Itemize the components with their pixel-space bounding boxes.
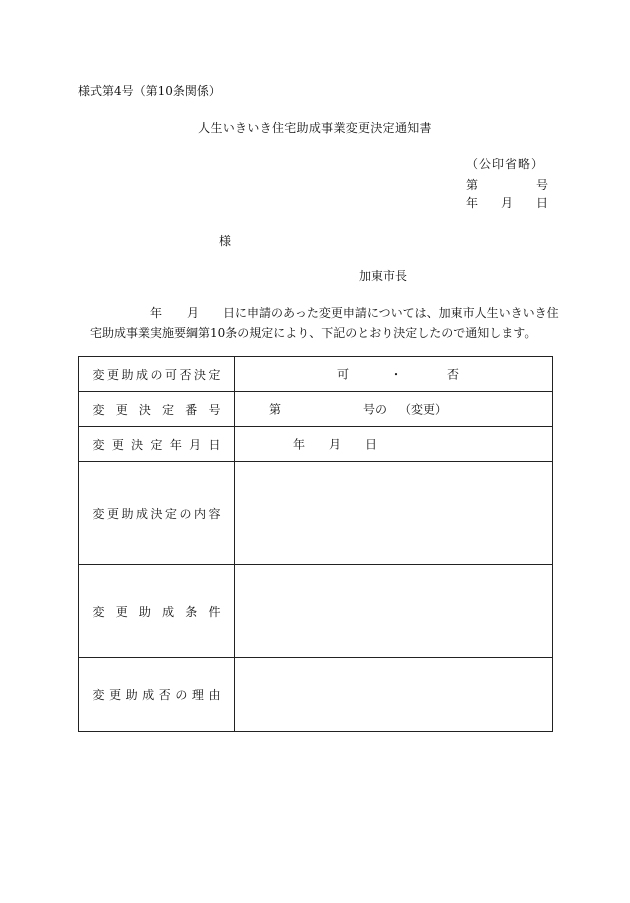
- conditions-value-cell: [235, 565, 553, 658]
- row-label-rejection-reason: 変更助成否の理由: [79, 658, 235, 732]
- number-prefix: 第: [466, 178, 479, 192]
- row-label-decision-number: 変更決定番号: [79, 392, 235, 427]
- date-day: 日: [535, 196, 548, 210]
- rejection-reason-value-cell: [235, 658, 553, 732]
- form-number: 様式第4号（第10条関係）: [78, 84, 221, 98]
- decision-number-suffix: 号の: [363, 402, 388, 417]
- document-date-line: [466, 194, 548, 211]
- decision-date-year: 年: [293, 437, 306, 452]
- table-row: [79, 462, 553, 565]
- row-label-decision-date: 変更決定年月日: [79, 427, 235, 462]
- document-number-line: [466, 176, 548, 193]
- decision-number-value-cell: [235, 392, 553, 427]
- approval-separator: ・: [390, 367, 403, 382]
- date-month: 月: [500, 196, 513, 210]
- table-row: [79, 357, 553, 392]
- document-title: 人生いきいき住宅助成事業変更決定通知書: [198, 121, 432, 135]
- decision-number-note: （変更）: [399, 402, 448, 417]
- decision-table: [78, 356, 553, 732]
- decision-date-day: 日: [365, 437, 378, 452]
- approval-no: 否: [447, 367, 460, 382]
- table-row: [79, 565, 553, 658]
- decision-content-value-cell: [235, 462, 553, 565]
- number-suffix: 号: [535, 178, 548, 192]
- decision-date-month: 月: [329, 437, 342, 452]
- body-year: 年: [150, 306, 163, 320]
- issuer-mayor: 加東市長: [359, 269, 408, 283]
- addressee-honorific: 様: [219, 234, 232, 248]
- approval-yes: 可: [337, 367, 350, 382]
- date-year: 年: [466, 196, 479, 210]
- row-label-conditions: 変更助成条件: [79, 565, 235, 658]
- table-row: [79, 658, 553, 732]
- decision-number-prefix: 第: [269, 402, 282, 417]
- body-line-2: 宅助成事業実施要綱第10条の規定により、下記のとおり決定したので通知します。: [90, 326, 537, 340]
- row-label-decision-content: 変更助成決定の内容: [79, 462, 235, 565]
- body-month: 月: [187, 306, 200, 320]
- body-line-1: [150, 304, 559, 321]
- approval-value-cell: [235, 357, 553, 392]
- table-row: [79, 392, 553, 427]
- seal-omitted-note: （公印省略）: [466, 157, 545, 171]
- table-row: [79, 427, 553, 462]
- decision-date-value-cell: [235, 427, 553, 462]
- row-label-approval: 変更助成の可否決定: [79, 357, 235, 392]
- body-line-1-rest: 日に申請のあった変更申請については、加東市人生いきいき住: [223, 306, 559, 320]
